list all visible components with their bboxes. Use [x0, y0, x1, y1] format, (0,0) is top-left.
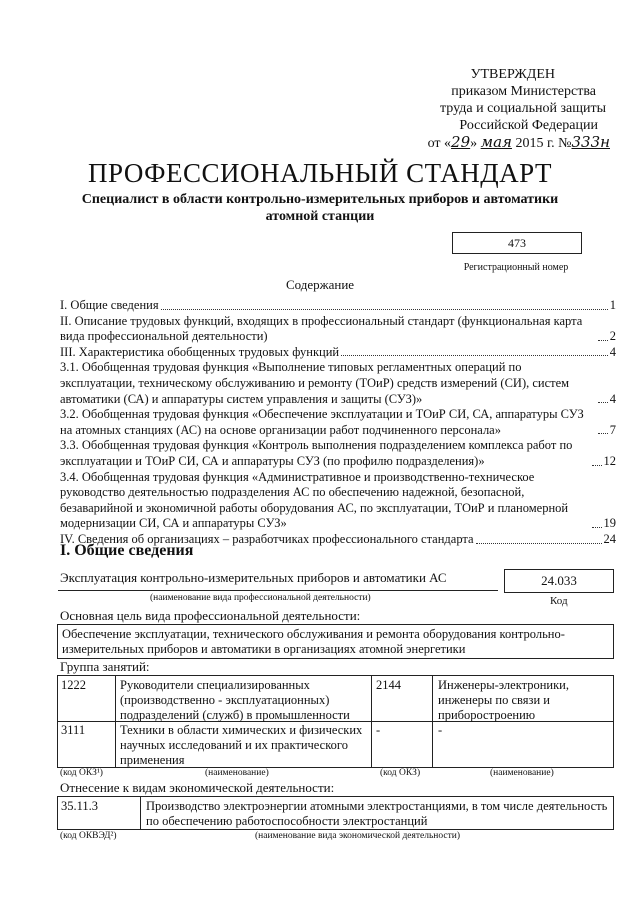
activity-code-box: 24.033 [504, 569, 614, 593]
activity-caption: (наименование вида профессиональной деятельности) [150, 593, 371, 603]
date-month: мая [480, 133, 512, 151]
toc-leader-dots [592, 465, 602, 466]
toc-heading: Содержание [285, 277, 355, 292]
okz-caption: (код ОКЗ¹) [60, 768, 103, 778]
code-caption: Код [550, 595, 568, 607]
date-year: 2015 г. № [515, 136, 572, 151]
section-heading: I. Общие сведения [60, 542, 194, 559]
order-number: 333н [571, 133, 610, 151]
okz-caption: (код ОКЗ) [380, 768, 421, 778]
toc-leader-dots [341, 355, 608, 356]
occupation-name: - [438, 723, 443, 737]
approval-line-3: труда и социальной защиты [440, 101, 606, 116]
approval-date [400, 134, 610, 152]
approval-line-2: приказом Министерства [451, 84, 596, 99]
econ-activity-table [57, 796, 614, 830]
activity-name: Эксплуатация контрольно-измерительных приборов и автоматики АС [60, 570, 447, 585]
econ-label: Отнесение к видам экономической деятельности: [60, 780, 335, 795]
approval-block [400, 66, 610, 152]
okz-code: 3111 [61, 723, 86, 737]
toc-item-page: 2 [609, 329, 616, 344]
toc-item-text: 3.2. Обобщенная трудовая функция «Обеспечение эксплуатации и ТОиР СИ, СА, аппаратуры СУЗ на атомных станциях (АС) на основе организации работ подчиненного персонала» [60, 407, 584, 437]
date-day: 29 [451, 133, 471, 151]
toc-item-page: 4 [609, 344, 616, 359]
toc-item-page: 4 [609, 391, 616, 406]
name-caption: (наименование) [205, 768, 269, 778]
toc-leader-dots [598, 402, 608, 403]
page-subtitle: Специалист в области контрольно-измерительных приборов и автоматики атомной станции [81, 192, 559, 224]
toc-item [60, 438, 616, 469]
toc-item-page: 24 [603, 531, 616, 546]
toc-item [60, 314, 616, 345]
toc-item [60, 298, 616, 314]
econ-name-caption: (наименование вида экономической деятельности) [255, 831, 460, 841]
goal-label: Основная цель вида профессиональной деятельности: [60, 608, 361, 623]
goal-box [57, 624, 614, 659]
occupation-groups-table [57, 675, 614, 768]
table-of-contents [60, 298, 616, 548]
toc-leader-dots [598, 433, 608, 434]
toc-item-text: 3.3. Обобщенная трудовая функция «Контроль выполнения подразделением комплекса работ по эксплуатации и ТОиР СИ, СА и аппаратуры СУЗ (по профилю подразделения)» [60, 438, 573, 468]
date-mid: » [470, 136, 478, 151]
okved-caption: (код ОКВЭД²) [60, 831, 117, 841]
okz-code: - [376, 723, 381, 737]
toc-leader-dots [476, 543, 602, 544]
occupation-name: Руководители специализированных (производственно - эксплуатационных) подразделений (служб) в промышленности [120, 678, 350, 722]
registration-number-box: 473 [452, 232, 582, 254]
toc-item-text: III. Характеристика обобщенных трудовых функций [60, 344, 340, 359]
group-label: Группа занятий: [60, 659, 150, 674]
date-prefix: от « [427, 136, 452, 151]
toc-item-text: II. Описание трудовых функций, входящих в профессиональный стандарт (функциональная карта вида профессиональной деятельности) [60, 313, 583, 344]
toc-item-page: 7 [609, 422, 616, 437]
goal-text: Обеспечение эксплуатации, технического обслуживания и ремонта оборудования контрольно-измерительных приборов и автоматики в организациях атомной энергетики [62, 627, 565, 656]
toc-item-text: IV. Сведения об организациях – разработчиках профессионального стандарта [60, 531, 474, 546]
approval-line-4: Российской Федерации [459, 118, 598, 133]
toc-item [60, 360, 616, 407]
toc-leader-dots [161, 309, 608, 310]
occupation-name: Инженеры-электроники, инженеры по связи и приборостроению [438, 678, 569, 722]
registration-label: Регистрационный номер [463, 262, 569, 273]
toc-item [60, 407, 616, 438]
toc-leader-dots [592, 527, 602, 528]
toc-leader-dots [598, 340, 608, 341]
toc-item-page: 1 [609, 298, 616, 312]
okz-code: 1222 [61, 678, 86, 692]
toc-item-text: 3.1. Обобщенная трудовая функция «Выполнение типовых регламентных операций по эксплуатации, техническому обслуживанию и ремонту (ТОиР) средств измерений (СИ), систем автоматики (СА) и аппаратуры систем управления и защиты (СУЗ)» [60, 360, 570, 406]
econ-activity-name: Производство электроэнергии атомными электростанциями, в том числе деятельность по обеспечению работоспособности электростанций [146, 799, 608, 828]
toc-item [60, 470, 616, 532]
toc-item-page: 12 [603, 453, 616, 468]
okved-code: 35.11.3 [61, 799, 99, 813]
name-caption: (наименование) [490, 768, 554, 778]
okz-code: 2144 [376, 678, 401, 692]
toc-item-text: I. Общие сведения [60, 298, 159, 312]
occupation-name: Техники в области химических и физических научных исследований и их практического применения [120, 723, 363, 767]
toc-item-page: 19 [603, 516, 616, 531]
toc-item-text: 3.4. Обобщенная трудовая функция «Административное и производственно-техническое руководство деятельностью подразделения АС по обеспечению надежной, безопасной, безаварийной и экономичной работы оборудования АС, по эксплуатации, ТОиР и планомерной модернизации СИ, СА и аппаратуры СУЗ» [60, 469, 569, 531]
approval-title: УТВЕРЖДЕН [470, 67, 555, 82]
page-title: ПРОФЕССИОНАЛЬНЫЙ СТАНДАРТ [87, 158, 553, 188]
toc-item [60, 345, 616, 361]
